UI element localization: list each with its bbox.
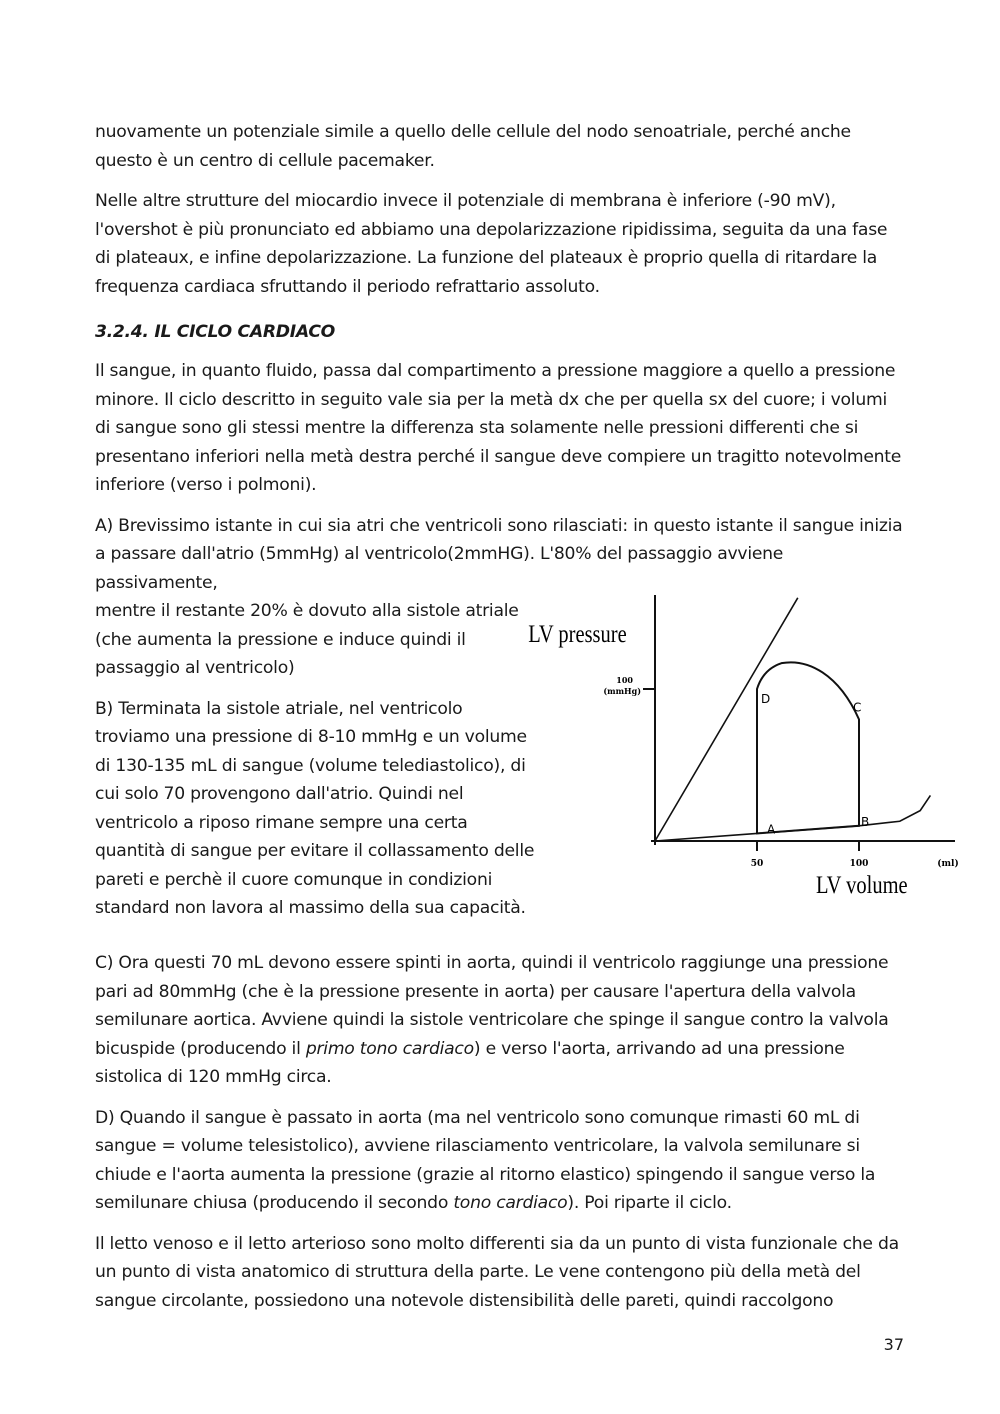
phase-d-text-1: D) Quando il sangue è passato in aorta (ma nel ventricolo sono comunque rimasti 60 mL di sangue = volume telesistolico), avviene rilasciamento ventricolare, la valvola semilunare si chiude e l'aorta aumenta la pressione (grazie al ritorno elastico) spingendo il sangue verso la semilunare chiusa (producendo il secondo (95, 1107, 876, 1213)
phase-d-emphasis: tono cardiaco (453, 1193, 568, 1213)
paragraph-phase-d (95, 1104, 905, 1218)
x-tick-label: 100 (849, 859, 869, 869)
y-tick-label: 100 (616, 675, 633, 685)
y-axis-title: LV pressure (528, 620, 627, 648)
point-label-c: C (853, 700, 862, 715)
point-label-a: A (767, 822, 776, 837)
paragraph-phase-a-continued: mentre il restante 20% è dovuto alla sistole atriale (che aumenta la pressione e induce quindi il passaggio al ventricolo) (95, 601, 519, 678)
x-axis-title: LV volume (815, 871, 908, 899)
paragraph-membrane-potential: Nelle altre strutture del miocardio invece il potenziale di membrana è inferiore (-90 mV), l'overshot è più pronunciato ed abbiamo una depolarizzazione ripidissima, seguita da una fase di plateaux, e infine depolarizzazione. La funzione del plateaux è proprio quella di ritardare la frequenza cardiaca sfruttando il periodo refrattario assoluto. (95, 191, 888, 297)
end-systolic-line (655, 598, 798, 841)
point-label-d: D (761, 692, 771, 706)
diastolic-filling-curve (655, 795, 930, 841)
text-figure-block (95, 597, 959, 949)
x-unit-label: (ml) (937, 859, 959, 869)
paragraph-venous-arterial: Il letto venoso e il letto arterioso sono molto differenti sia da un punto di vista funzionale che da un punto di vista anatomico di struttura della parte. Le vene contengono più della metà del sangue circolante, possiedono una notevole distensibilità delle pareti, quindi raccolgono (95, 1233, 899, 1311)
paragraph-phase-c (95, 949, 905, 1092)
section-heading: 3.2.4. IL CICLO CARDIACO (95, 322, 335, 342)
pv-loop-path (757, 662, 862, 833)
pv-loop-chart (520, 595, 960, 915)
left-column (95, 597, 535, 935)
paragraph-intro: nuovamente un potenziale simile a quello delle cellule del nodo senoatriale, perché anche questo è un centro di cellule pacemaker. (95, 122, 851, 171)
paragraph-phase-a: A) Brevissimo istante in cui sia atri che ventricoli sono rilasciati: in questo istante il sangue inizia a passare dall'atrio (5mmHg) al ventricolo(2mmHG). L'80% del passaggio avviene passivamente, (95, 515, 903, 593)
pv-loop-figure (520, 595, 960, 915)
phase-c-text-1: C) Ora questi 70 mL devono essere spinti in aorta, quindi il ventricolo raggiunge una pressione pari ad 80mmHg (che è la pressione presente in aorta) per causare l'apertura della valvola semilunare aortica. Avviene quindi la sistole ventricolare che spinge il sangue contro la valvola bicuspide (producendo il (95, 953, 889, 1059)
x-tick-label: 50 (750, 859, 764, 869)
phase-c-text-2: ) e verso l'aorta, arrivando ad una pressione sistolica di 120 mmHg circa. (95, 1038, 845, 1087)
document-page (95, 118, 959, 1327)
page-number: 37 (883, 1335, 904, 1354)
point-label-b: B (861, 814, 870, 829)
y-unit-label: (mmHg) (603, 686, 641, 696)
paragraph-phase-b: B) Terminata la sistole atriale, nel ventricolo troviamo una pressione di 8-10 mmHg e un volume di 130-135 mL di sangue (volume telediastolico), di cui solo 70 provengono dall'atrio. Quindi nel ventricolo a riposo rimane sempre una certa quantità di sangue per evitare il collassamento delle pareti e perchè il cuore comunque in condizioni standard non lavora al massimo della sua capacità. (95, 698, 535, 918)
phase-c-emphasis: primo tono cardiaco (305, 1038, 474, 1059)
phase-d-text-2: ). Poi riparte il ciclo. (567, 1193, 732, 1213)
paragraph-cycle-intro: Il sangue, in quanto fluido, passa dal compartimento a pressione maggiore a quello a pressione minore. Il ciclo descritto in seguito vale sia per la metà dx che per quella sx del cuore; i volumi di sangue sono gli stessi mentre la differenza sta solamente nelle pressioni differenti che si presentano inferiori nella metà destra perché il sangue deve compiere un tragitto notevolmente inferiore (verso i polmoni). (95, 361, 902, 495)
